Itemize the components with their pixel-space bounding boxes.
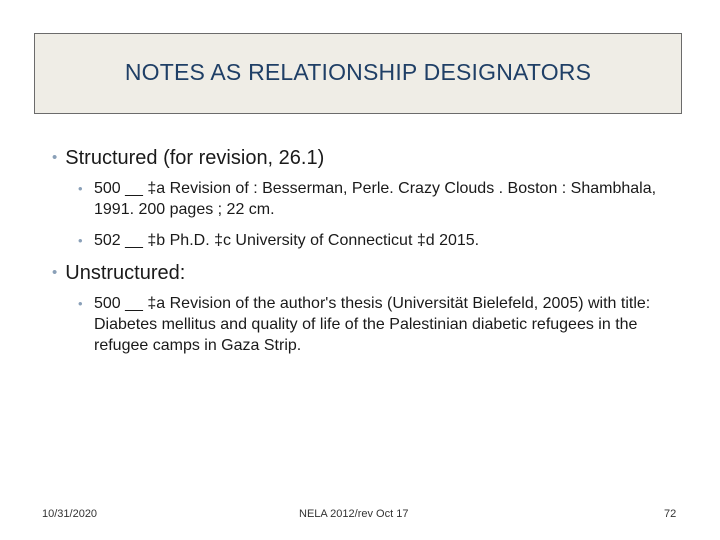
list-item bbox=[74, 178, 694, 220]
list-item bbox=[74, 230, 694, 251]
bullet-icon: • bbox=[78, 296, 83, 311]
bullet-icon: • bbox=[78, 233, 83, 248]
bullet-icon: • bbox=[52, 264, 58, 281]
section-unstructured bbox=[52, 262, 185, 285]
footer-date: 10/31/2020 bbox=[42, 508, 98, 520]
list-item-text: 500 __ ‡a Revision of : Besserman, Perle. Crazy Clouds . Boston : Shambhala, 1991. 200 pages ; 22 cm. bbox=[94, 180, 657, 218]
list-item-text: 500 __ ‡a Revision of the author's thesis (Universität Bielefeld, 2005) with title: Diabetes mellitus and quality of life of the Palestinian diabetic refugees in the refugee camps in Gaza Strip. bbox=[94, 295, 651, 354]
title-box bbox=[34, 33, 682, 114]
bullet-icon: • bbox=[78, 181, 83, 196]
section-structured bbox=[52, 147, 324, 170]
list-item bbox=[74, 293, 694, 356]
section-heading: Unstructured: bbox=[65, 262, 186, 284]
list-item-text: 502 __ ‡b Ph.D. ‡c University of Connecticut ‡d 2015. bbox=[94, 232, 480, 249]
footer-page-number: 72 bbox=[664, 508, 677, 520]
section-heading: Structured (for revision, 26.1) bbox=[65, 147, 325, 169]
footer-center-text: NELA 2012/rev Oct 17 bbox=[299, 508, 409, 520]
slide-title: NOTES AS RELATIONSHIP DESIGNATORS bbox=[124, 59, 592, 85]
bullet-icon: • bbox=[52, 149, 58, 166]
